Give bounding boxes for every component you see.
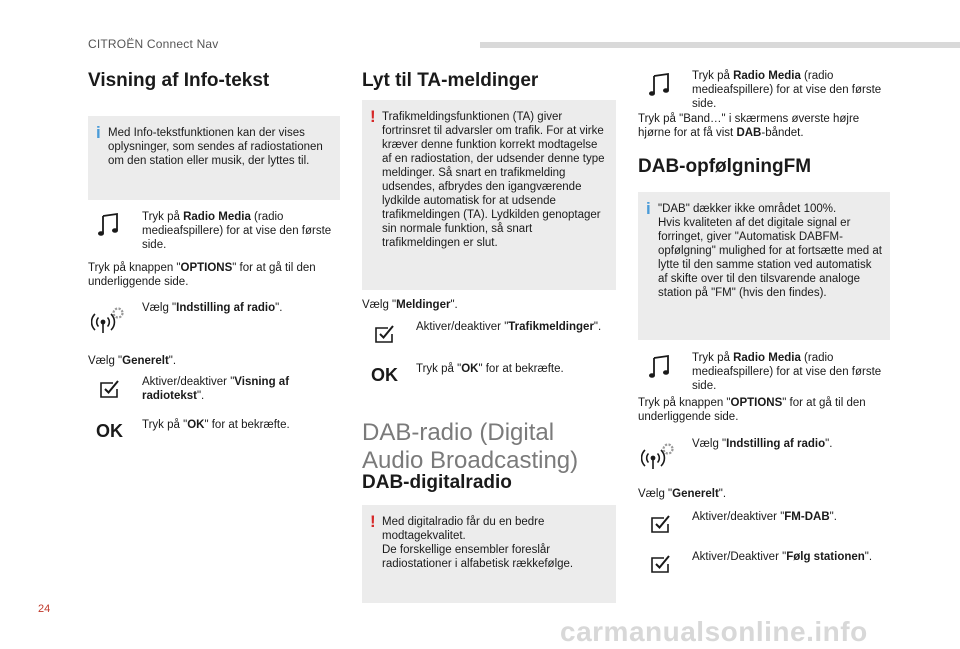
warning-note-dab-text: Med digitalradio får du en bedre modtagekvalitet. De forskellige ensembler foreslår radiostationer i alfabetisk rækkefølge. — [382, 516, 574, 570]
section-title-ta: Lyt til TA-meldinger — [362, 70, 539, 91]
checkbox-icon — [373, 323, 395, 345]
info-note-text: Med Info-tekstfunktionen kan der vises oplysninger, som sendes af radiostationen om den station eller musik, der lyttes til. — [108, 127, 323, 167]
warning-icon: ! — [370, 107, 376, 126]
step-toggle-radiotext: Aktiver/deaktiver "Visning af radiotekst". — [142, 376, 290, 402]
info-note — [88, 116, 340, 200]
music-note-icon — [97, 212, 123, 238]
music-note-icon — [648, 354, 674, 380]
options-paragraph: Tryk på knappen "OPTIONS" for at gå til den underliggende side. — [88, 262, 316, 288]
checkbox-icon — [649, 513, 671, 535]
step-radio-media-fm: Tryk på Radio Media (radio medieafspillere) for at vise den første side. — [692, 352, 882, 392]
running-header: CITROËN Connect Nav — [88, 37, 219, 51]
radio-settings-icon — [641, 440, 677, 470]
ok-icon: OK — [371, 365, 398, 385]
checkbox-icon — [98, 378, 120, 400]
step-toggle-traffic: Aktiver/deaktiver "Trafikmeldinger". — [416, 321, 602, 333]
page-number: 24 — [38, 603, 51, 615]
section-title-info-text: Visning af Info-tekst — [88, 70, 270, 91]
general-paragraph-fm: Vælg "Generelt". — [638, 488, 727, 500]
step-confirm-ok: Tryk på "OK" for at bekræfte. — [416, 363, 564, 375]
section-title-dab: DAB-radio (Digital Audio Broadcasting) — [362, 419, 579, 474]
step-toggle-follow-station: Aktiver/Deaktiver "Følg stationen". — [692, 551, 873, 563]
warning-note-ta — [362, 100, 616, 290]
warning-note-ta-text: Trafikmeldingsfunktionen (TA) giver fortrinsret til advarsler om trafik. For at virke kræver denne funktion korrekt modtagelse af en radiostation, der udsender denne type meldinger. Så snart en trafikmelding udsendes, afbrydes den igangværende lydkilde automatisk for at udsende trafikmeldingen (TA). Lydkilden genoptager sin normale funktion, så snart trafikmeldingen er slut. — [382, 111, 605, 249]
warning-note-dab — [362, 505, 616, 603]
subsection-title-dab-digital: DAB-digitalradio — [362, 472, 512, 493]
header-bar — [480, 42, 960, 48]
warning-icon: ! — [370, 512, 376, 531]
general-paragraph: Vælg "Generelt". — [88, 355, 177, 367]
checkbox-icon — [649, 553, 671, 575]
step-radio-settings-fm: Vælg "Indstilling af radio". — [692, 438, 833, 450]
music-note-icon — [648, 72, 674, 98]
band-paragraph: Tryk på "Band…" i skærmens øverste højre hjørne for at få vist DAB-båndet. — [638, 113, 860, 139]
info-icon: i — [96, 123, 101, 142]
step-toggle-fm-dab: Aktiver/deaktiver "FM-DAB". — [692, 511, 837, 523]
messages-paragraph: Vælg "Meldinger". — [362, 299, 458, 311]
info-note-dab-fm-text: "DAB" dækker ikke området 100%. Hvis kvaliteten af det digitale signal er forringet, giver "Automatisk DABFM-opfølgning" mulighed for at fortsætte med at lytte til den samme station ved automatisk af skifte over til den tilsvarende analoge station på "FM" (hvis den findes). — [658, 203, 882, 299]
watermark: carmanualsonline.info — [560, 616, 868, 647]
step-confirm-ok: Tryk på "OK" for at bekræfte. — [142, 419, 290, 431]
radio-settings-icon — [91, 304, 127, 334]
options-paragraph-fm: Tryk på knappen "OPTIONS" for at gå til den underliggende side. — [638, 397, 866, 423]
info-icon: i — [646, 199, 651, 218]
section-title-dab-fm: DAB-opfølgningFM — [638, 156, 812, 177]
ok-icon: OK — [96, 421, 123, 441]
step-radio-media: Tryk på Radio Media (radio medieafspillere) for at vise den første side. — [142, 211, 332, 251]
step-radio-media-dab: Tryk på Radio Media (radio medieafspillere) for at vise den første side. — [692, 70, 882, 110]
step-radio-settings: Vælg "Indstilling af radio". — [142, 302, 283, 314]
info-note-dab-fm — [638, 192, 890, 340]
